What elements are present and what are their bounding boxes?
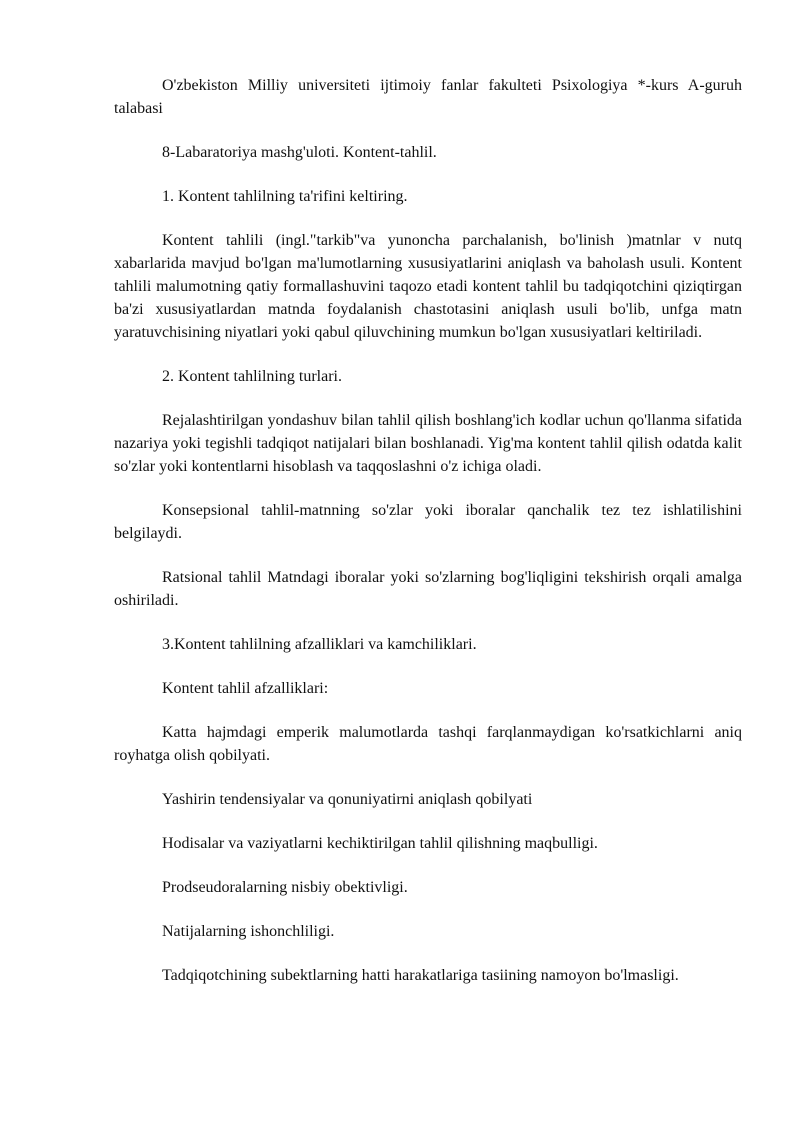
question-2-heading: 2. Kontent tahlilning turlari. xyxy=(162,368,342,385)
lab-title: 8-Labaratoriya mashg'uloti. Kontent-tahlil. xyxy=(162,144,437,161)
answer-1-paragraph: Kontent tahlili (ingl."tarkib"va yunoncha parchalanish, bo'linish )matnlar v nutq xabarlarida mavjud bo'lgan ma'lumotlarning xususiyatlarini aniqlash va baholash usuli. Kontent tahlili malumotning qatiy formallashuvini taqozo etadi kontent tahlil bu tadqiqotchini qiziqtirgan ba'zi xususiyatlardan matnda foydalanish chastotasini aniqlash usuli bo'lib, unfga matn yaratuvchisining niyatlari yoki qabul qiluvchining mumkun bo'lgan xususiyatlari keltiriladi. xyxy=(114,232,742,341)
advantage-item: Prodseudoralarning nisbiy obektivligi. xyxy=(162,879,408,896)
advantage-item: Katta hajmdagi emperik malumotlarda tashqi farqlanmaydigan ko'rsatkichlarni aniq royhatga olish qobilyati. xyxy=(114,724,742,764)
advantage-item: Natijalarning ishonchliligi. xyxy=(162,923,335,940)
advantage-item: Hodisalar va vaziyatlarni kechiktirilgan tahlil qilishning maqbulligi. xyxy=(162,835,598,852)
answer-2-paragraph-1: Rejalashtirilgan yondashuv bilan tahlil qilish boshlang'ich kodlar uchun qo'llanma sifatida nazariya yoki tegishli tadqiqot natijalari bilan boshlanadi. Yig'ma kontent tahlil qilish odatda kalit so'zlar yoki kontentlarni hisoblash va taqqoslashni o'z ichiga oladi. xyxy=(114,412,742,475)
header-paragraph: O'zbekiston Milliy universiteti ijtimoiy fanlar fakulteti Psixologiya *-kurs A-guruh talabasi xyxy=(114,77,742,117)
advantages-heading: Kontent tahlil afzalliklari: xyxy=(162,680,329,697)
answer-2-paragraph-3: Ratsional tahlil Matndagi iboralar yoki so'zlarning bog'liqligini tekshirish orqali amalga oshiriladi. xyxy=(114,569,742,609)
question-3-heading: 3.Kontent tahlilning afzalliklari va kamchiliklari. xyxy=(162,636,477,653)
advantage-item: Tadqiqotchining subektlarning hatti harakatlariga tasiining namoyon bo'lmasligi. xyxy=(162,967,679,984)
advantage-item: Yashirin tendensiyalar va qonuniyatirni aniqlash qobilyati xyxy=(162,791,533,808)
answer-2-paragraph-2: Konsepsional tahlil-matnning so'zlar yoki iboralar qanchalik tez tez ishlatilishini belgilaydi. xyxy=(114,502,742,542)
document-page xyxy=(114,74,742,987)
question-1-heading: 1. Kontent tahlilning ta'rifini keltiring. xyxy=(162,188,408,205)
